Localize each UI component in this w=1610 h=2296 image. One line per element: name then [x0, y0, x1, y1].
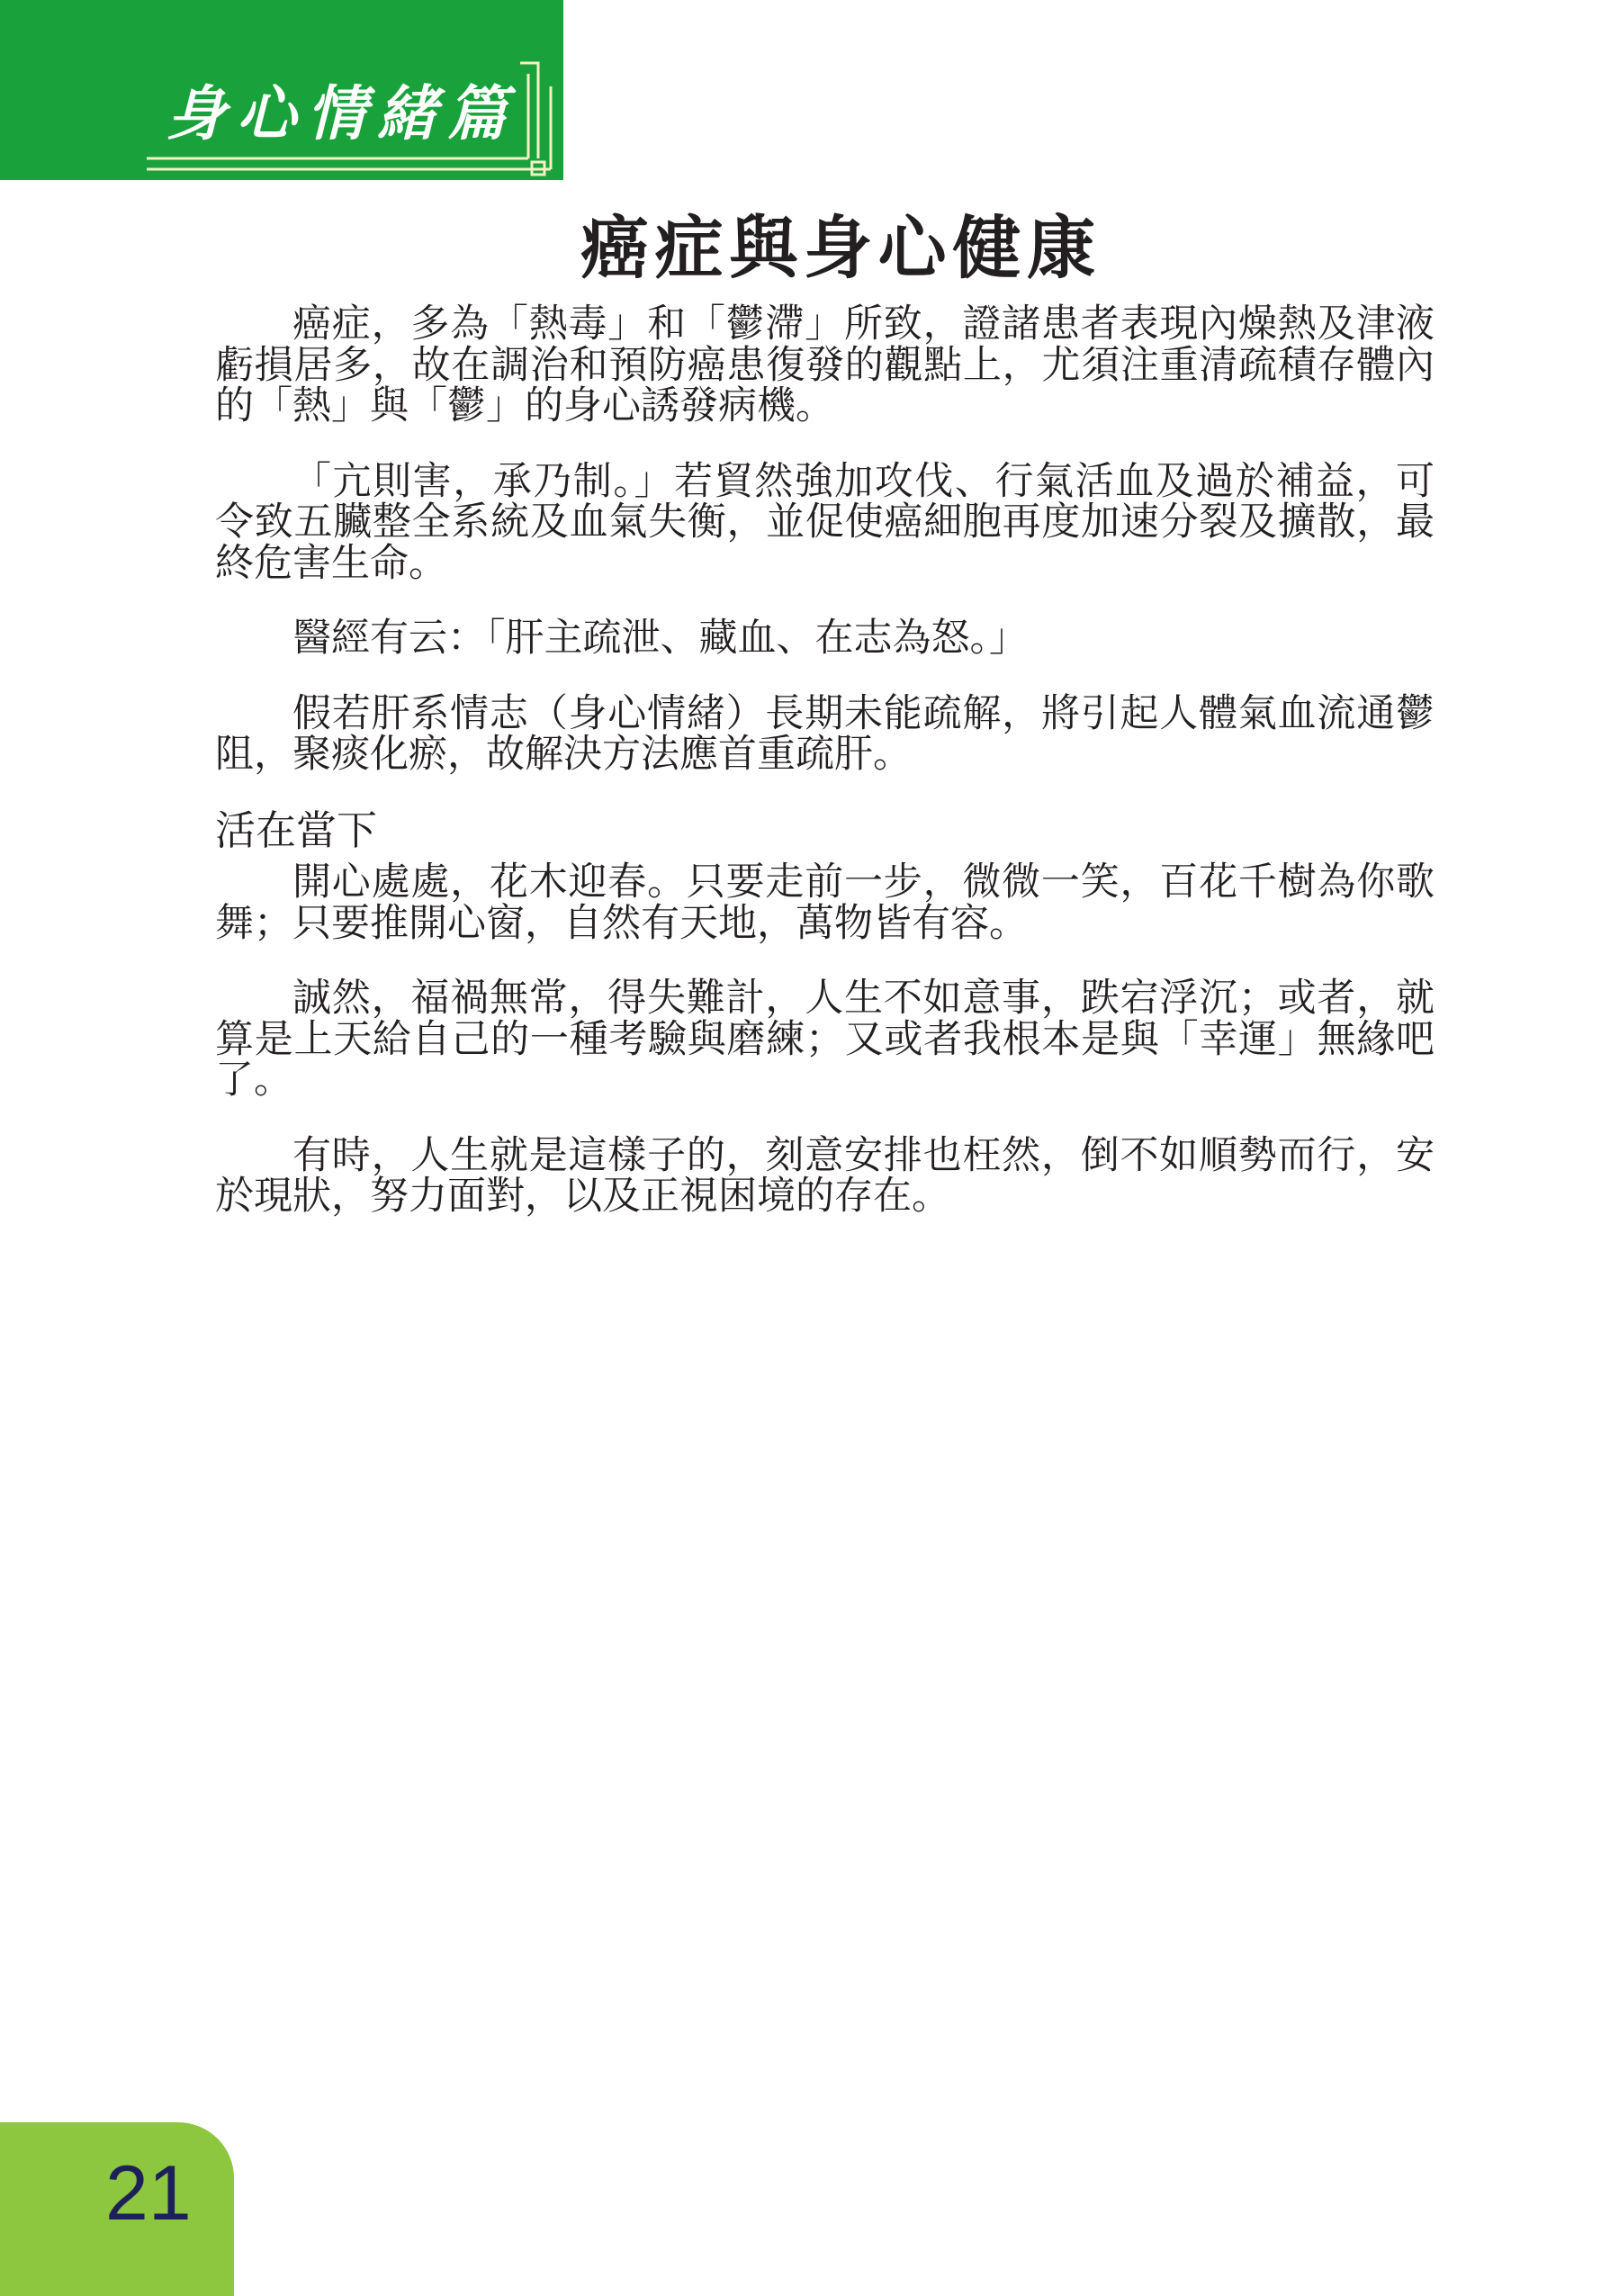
paragraph-line: 虧損居多，故在調治和預防癌患復發的觀點上，尤須注重清疏積存體內: [215, 342, 1435, 388]
paragraph: [215, 978, 1435, 1102]
paragraph: [215, 304, 1435, 428]
paragraph-line: 令致五臟整全系統及血氣失衡，並促使癌細胞再度加速分裂及擴散，最: [215, 500, 1435, 545]
paragraph-line: 假若肝系情志（身心情緒）長期未能疏解，將引起人體氣血流通鬱: [292, 690, 1435, 736]
paragraph-line: 有時，人生就是這樣子的，刻意安排也枉然，倒不如順勢而行，安: [292, 1132, 1435, 1178]
paragraph: [215, 618, 1435, 660]
section-header: [0, 0, 563, 180]
paragraph-line: 阻，聚痰化瘀，故解決方法應首重疏肝。: [215, 732, 912, 777]
paragraph-line: 「亢則害，承乃制。」若貿然強加攻伐、行氣活血及過於補益，可: [292, 458, 1435, 504]
paragraph: [215, 862, 1435, 944]
section-heading: 活在當下: [215, 806, 378, 854]
paragraph-line: 癌症，多為「熱毒」和「鬱滯」所致，證諸患者表現內燥熱及津液: [292, 302, 1435, 347]
paragraph-line: 算是上天給自己的一種考驗與磨練；又或者我根本是與「幸運」無緣吧: [215, 1016, 1435, 1062]
paragraph-line: 於現狀，努力面對，以及正視困境的存在。: [215, 1174, 950, 1219]
paragraph-line: 舞；只要推開心窗，自然有天地，萬物皆有容。: [215, 900, 1028, 946]
paragraph: [215, 458, 1435, 586]
article-title: 癌症與身心健康: [580, 208, 1095, 288]
page-number: 21: [105, 2150, 192, 2237]
paragraph-line: 誠然，福禍無常，得失難計，人生不如意事，跌宕浮沉；或者，就: [292, 976, 1435, 1021]
paragraph-line: 的「熱」與「鬱」的身心誘發病機。: [215, 383, 834, 428]
paragraph-line: 了。: [215, 1058, 292, 1103]
paragraph: [215, 690, 1435, 777]
section-label: 身心情緒篇: [166, 78, 517, 149]
article-body: [215, 304, 1435, 1252]
paragraph: [215, 1132, 1435, 1219]
paragraph-line: 終危害生命。: [215, 540, 447, 586]
article-section: [215, 304, 1435, 776]
paragraph-line: 醫經有云：「肝主疏泄、藏血、在志為怒。」: [292, 616, 1028, 661]
decorative-frame: [0, 0, 563, 180]
paragraph-line: 開心處處，花木迎春。只要走前一步，微微一笑，百花千樹為你歌: [292, 860, 1435, 905]
article-section: [215, 806, 1435, 1219]
